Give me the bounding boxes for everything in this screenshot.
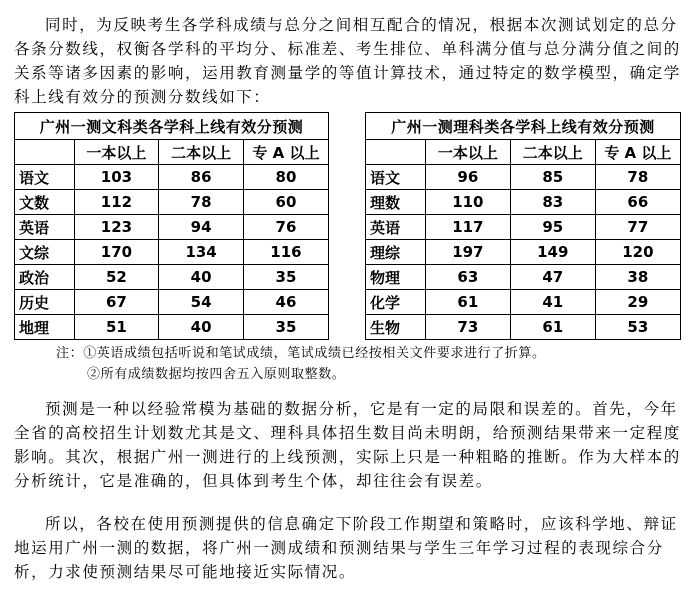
table-row	[15, 315, 329, 340]
score-cell: 112	[74, 190, 159, 215]
score-cell: 117	[425, 215, 510, 240]
score-cell: 85	[510, 165, 595, 190]
subject-cell: 物理	[366, 265, 426, 290]
score-cell: 53	[595, 315, 680, 340]
score-cell: 35	[243, 265, 328, 290]
column-header: 一本以上	[425, 140, 510, 165]
column-header: 二本以上	[159, 140, 244, 165]
subject-cell: 化学	[366, 290, 426, 315]
table-caption: 广州一测理科类各学科上线有效分预测	[366, 113, 681, 140]
score-cell: 123	[74, 215, 159, 240]
table-row	[366, 190, 681, 215]
header-blank	[366, 140, 426, 165]
table-row	[366, 215, 681, 240]
table-row	[366, 240, 681, 265]
table-row	[366, 315, 681, 340]
table-row	[15, 190, 329, 215]
table-row	[15, 165, 329, 190]
subject-cell: 理数	[366, 190, 426, 215]
score-cell: 77	[595, 215, 680, 240]
score-cell: 40	[159, 265, 244, 290]
subject-cell: 语文	[366, 165, 426, 190]
score-cell: 51	[74, 315, 159, 340]
recommendation-paragraph: 所以，各校在使用预测提供的信息确定下阶段工作期望和策略时，应该科学地、辩证地运用广州一测的数据，将广州一测成绩和预测结果与学生三年学习过程的表现综合分析，力求使预测结果尽可能地接近实际情况。	[14, 515, 678, 581]
column-header: 专 A 以上	[243, 140, 328, 165]
column-header: 二本以上	[510, 140, 595, 165]
header-blank	[15, 140, 75, 165]
score-cell: 54	[159, 290, 244, 315]
score-cell: 60	[243, 190, 328, 215]
column-header: 专 A 以上	[595, 140, 680, 165]
table-row	[15, 215, 329, 240]
score-cell: 47	[510, 265, 595, 290]
score-cell: 40	[159, 315, 244, 340]
table-notes	[56, 343, 546, 385]
subject-cell: 文数	[15, 190, 75, 215]
score-cell: 116	[243, 240, 328, 265]
table-caption: 广州一测文科类各学科上线有效分预测	[15, 113, 329, 140]
score-cell: 86	[159, 165, 244, 190]
table-row	[15, 265, 329, 290]
subject-cell: 政治	[15, 265, 75, 290]
score-cell: 96	[425, 165, 510, 190]
score-cell: 61	[510, 315, 595, 340]
score-cell: 170	[74, 240, 159, 265]
intro-paragraph: 同时，为反映考生各学科成绩与总分之间相互配合的情况，根据本次测试划定的总分各条分数线，权衡各学科的平均分、标准差、考生排位、单科满分值与总分满分值之间的关系等诸多因素的影响，运用教育测量学的等值计算技术，通过特定的数学模型，确定学科上线有效分的预测分数线如下：	[14, 16, 681, 106]
score-cell: 197	[425, 240, 510, 265]
score-cell: 73	[425, 315, 510, 340]
table-row	[366, 290, 681, 315]
score-cell: 78	[159, 190, 244, 215]
subject-cell: 历史	[15, 290, 75, 315]
subject-cell: 语文	[15, 165, 75, 190]
note-2: ②所有成绩数据均按四舍五入原则取整数。	[87, 367, 346, 382]
score-cell: 46	[243, 290, 328, 315]
score-cell: 80	[243, 165, 328, 190]
score-cell: 95	[510, 215, 595, 240]
subject-cell: 生物	[366, 315, 426, 340]
score-cell: 134	[159, 240, 244, 265]
score-cell: 41	[510, 290, 595, 315]
subject-cell: 英语	[15, 215, 75, 240]
arts-score-table	[14, 112, 329, 340]
subject-cell: 英语	[366, 215, 426, 240]
note-1: 注：①英语成绩包括听说和笔试成绩，笔试成绩已经按相关文件要求进行了折算。	[56, 346, 546, 361]
limitations-paragraph: 预测是一种以经验常模为基础的数据分析，它是有一定的局限和误差的。首先，今年全省的高校招生计划数尤其是文、理科具体招生数目尚未明朗，给预测结果带来一定程度影响。其次，根据广州一测进行的上线预测，实际上只是一种粗略的推断。作为大样本的分析统计，它是准确的，但具体到考生个体，却往往会有误差。	[14, 400, 681, 490]
score-cell: 94	[159, 215, 244, 240]
score-cell: 78	[595, 165, 680, 190]
score-cell: 66	[595, 190, 680, 215]
score-cell: 35	[243, 315, 328, 340]
column-header: 一本以上	[74, 140, 159, 165]
score-cell: 52	[74, 265, 159, 290]
score-cell: 67	[74, 290, 159, 315]
score-cell: 29	[595, 290, 680, 315]
score-cell: 120	[595, 240, 680, 265]
score-cell: 63	[425, 265, 510, 290]
score-cell: 76	[243, 215, 328, 240]
score-cell: 103	[74, 165, 159, 190]
score-cell: 38	[595, 265, 680, 290]
score-cell: 61	[425, 290, 510, 315]
score-cell: 110	[425, 190, 510, 215]
table-row	[15, 290, 329, 315]
subject-cell: 地理	[15, 315, 75, 340]
score-cell: 149	[510, 240, 595, 265]
table-row	[366, 165, 681, 190]
science-score-table	[365, 112, 681, 340]
subject-cell: 理综	[366, 240, 426, 265]
table-row	[366, 265, 681, 290]
score-cell: 83	[510, 190, 595, 215]
subject-cell: 文综	[15, 240, 75, 265]
table-row	[15, 240, 329, 265]
